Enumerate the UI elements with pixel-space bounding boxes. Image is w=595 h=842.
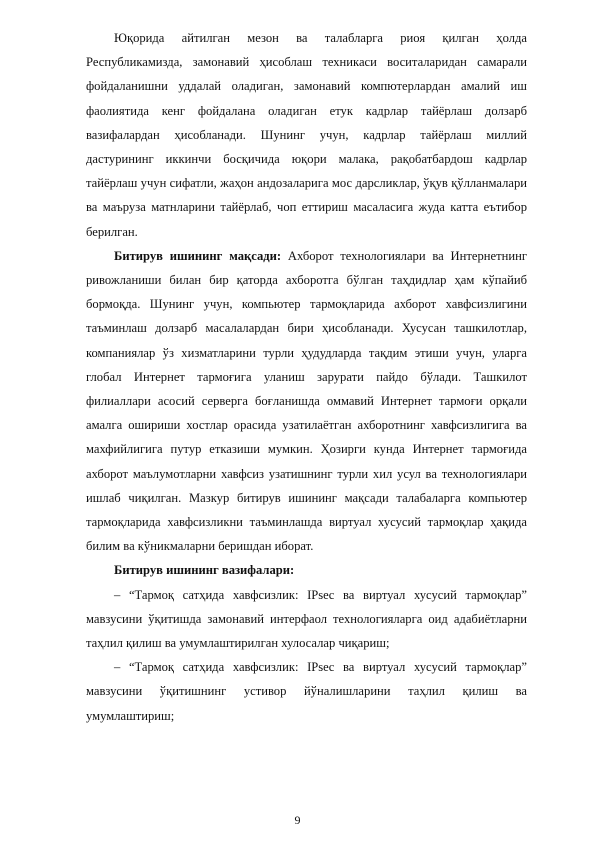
task-item-2: – “Тармоқ сатҳида хавфсизлик: IPsec ва виртуал хусусий тармоқлар” мавзусини ўқитишнинг устивор йўналишларини таҳлил қилиш ва умумлаштириш; [86, 660, 527, 723]
purpose-body: Ахборот технологиялари ва Интернетнинг ривожланиши билан бир қаторда ахборотга бўлган таҳдидлар ҳам кўпайиб бормоқда. Шунинг учун, компьютер тармоқларида ахборот хавфсизлигини таъминлаш долзарб масалалардан бири ҳисобланади. Хусусан ташкилотлар, компаниялар ўз хизматларини турли ҳудудларда тақдим этиши учун, уларга глобал Интернет тармоғига уланиш зарурати пайдо бўлади. Ташкилот филиаллари асосий серверга боғланишда оммавий Интернет тармоғи орқали амалга ошириши хостлар орасида узатилаётган ахборотнинг хавфсизлигига ва махфийлигига путур етказиши мумкин. Ҳозирги кунда Интернет тармоғида ахборот маълумотларни хавфсиз узатишнинг турли хил усул ва технологиялари ишлаб чиқилган. Мазкур битирув ишининг мақсади талабаларга компьютер тармоқларида хавфсизликни таъминлашда виртуал хусусий тармоқлар ҳақида билим ва кўникмаларни беришдан иборат. [86, 248, 527, 554]
purpose-paragraph [86, 244, 527, 559]
intro-paragraph: Юқорида айтилган мезон ва талабларга риоя қилган ҳолда Республикамизда, замонавий ҳисоблаш техникаси воситаларидан самарали фойдаланишни уддалай оладиган, замонавий компютерлардан амалий иш фаолиятида кенг фойдалана оладиган етук кадрлар тайёрлаш долзарб вазифалардан ҳисобланади. Шунинг учун, кадрлар тайёрлаш миллий дастурининг иккинчи босқичида юқори малака, рақобатбардош кадрлар тайёрлаш учун сифатли, жаҳон андозаларига мос дарсликлар, ўқув қўлланмалари ва маъруза матнларини тайёрлаб, чоп еттириш масаласига жуда катта еътибор берилган. [86, 31, 527, 239]
document-page [86, 26, 527, 728]
task-item-1: – “Тармоқ сатҳида хавфсизлик: IPsec ва виртуал хусусий тармоқлар” мавзусини ўқитишда замонавий интерфаол технологияларга оид адабиётларни таҳлил қилиш ва умумлаштирилган хулосалар чиқариш; [86, 587, 527, 651]
purpose-lead: Битирув ишининг мақсади: [114, 248, 282, 263]
tasks-heading: Битирув ишининг вазифалари: [114, 563, 295, 578]
page-number: 9 [294, 813, 301, 827]
